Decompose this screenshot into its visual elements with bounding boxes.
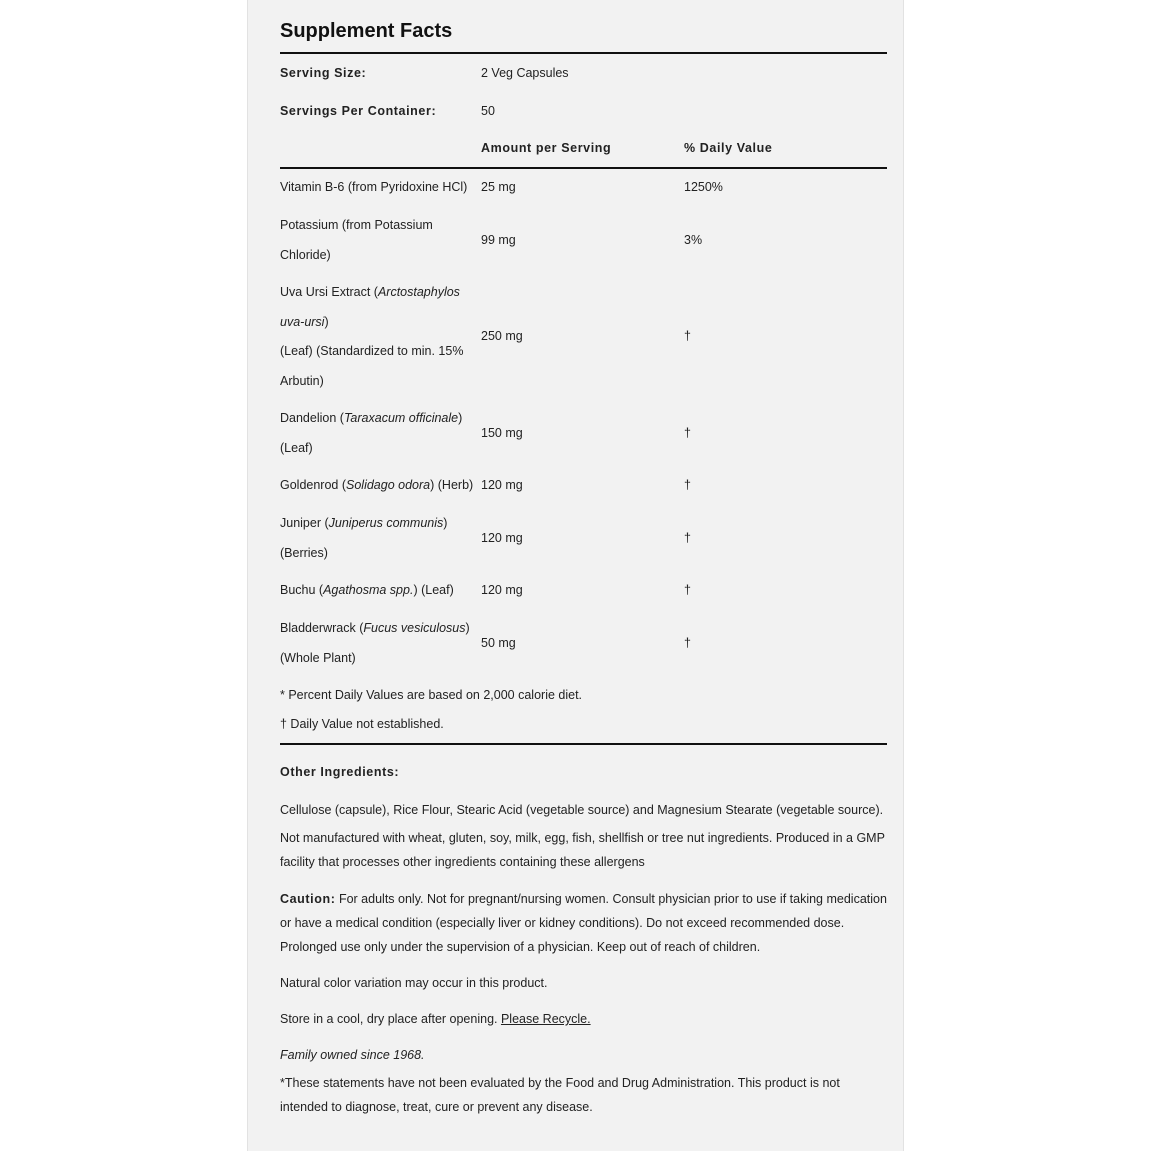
caution-label: Caution: [280,892,336,906]
nutrient-name: Juniper (Juniperus communis) (Berries) [280,516,448,560]
nutrient-amount: 120 mg [481,478,523,492]
footnote-percent-daily: * Percent Daily Values are based on 2,000 calorie diet. [280,688,583,702]
page-title: Supplement Facts [280,20,453,42]
storage-note [280,1007,887,1031]
title-divider [280,52,887,54]
nutrient-name: Uva Ursi Extract (Arctostaphylos uva-ursi) (Leaf) (Standardized to min. 15% Arbutin) [280,285,464,388]
servings-per-container-value: 50 [481,104,495,118]
nutrient-name: Goldenrod (Solidago odora) (Herb) [280,478,474,492]
nutrient-daily-value: † [684,531,691,545]
footnote-dagger: † Daily Value not established. [280,717,444,731]
serving-size-label: Serving Size: [280,66,367,80]
daily-value-header: % Daily Value [684,141,773,155]
other-ingredients-text: Cellulose (capsule), Rice Flour, Stearic Acid (vegetable source) and Magnesium Stearate (vegetable source). [280,803,884,817]
nutrient-amount: 120 mg [481,531,523,545]
table-row [280,211,887,270]
nutrient-daily-value: † [684,636,691,650]
nutrient-name: Dandelion (Taraxacum officinale) (Leaf) [280,411,463,455]
amount-per-serving-header: Amount per Serving [481,141,612,155]
servings-per-container-label: Servings Per Container: [280,104,437,118]
header-divider [280,167,887,169]
nutrient-name: Vitamin B-6 (from Pyridoxine HCl) [280,180,468,194]
footnote-divider [280,743,887,745]
fda-disclaimer: *These statements have not been evaluated by the Food and Drug Administration. This product is not intended to diagnose, treat, cure or prevent any disease. [280,1076,840,1114]
serving-size-value: 2 Veg Capsules [481,66,569,80]
nutrient-daily-value: 1250% [684,180,723,194]
nutrient-name: Potassium (from Potassium Chloride) [280,218,433,262]
other-ingredients-label: Other Ingredients: [280,765,400,779]
caution-block [280,887,887,959]
table-row [280,576,887,606]
nutrient-amount: 120 mg [481,583,523,597]
color-variation-note: Natural color variation may occur in this product. [280,976,548,990]
allergen-note: Not manufactured with wheat, gluten, soy, milk, egg, fish, shellfish or tree nut ingredients. Produced in a GMP facility that processes other ingredients containing these allergens [280,831,885,869]
nutrient-daily-value: 3% [684,233,703,247]
nutrient-daily-value: † [684,478,691,492]
nutrient-name: Bladderwrack (Fucus vesiculosus) (Whole Plant) [280,621,470,665]
table-row [280,278,887,396]
nutrient-amount: 50 mg [481,636,516,650]
table-row [280,404,887,463]
storage-text: Store in a cool, dry place after opening. [280,1012,501,1026]
nutrient-daily-value: † [684,329,691,343]
nutrient-amount: 150 mg [481,426,523,440]
nutrient-daily-value: † [684,426,691,440]
nutrient-amount: 250 mg [481,329,523,343]
family-owned-note: Family owned since 1968. [280,1048,425,1062]
table-row [280,614,887,673]
nutrient-daily-value: † [684,583,691,597]
please-recycle-link[interactable]: Please Recycle. [500,1012,591,1026]
caution-text: For adults only. Not for pregnant/nursing women. Consult physician prior to use if taking medication or have a medical condition (especially liver or kidney conditions). Do not exceed recommended dose. Prolonged use only under the supervision of a physician. Keep out of reach of children. [280,892,887,954]
nutrient-amount: 25 mg [481,180,516,194]
nutrient-amount: 99 mg [481,233,516,247]
table-row [280,173,887,203]
table-row [280,509,887,568]
supplement-facts-panel [247,0,904,1151]
table-row [280,471,887,501]
nutrient-name: Buchu (Agathosma spp.) (Leaf) [280,583,454,597]
